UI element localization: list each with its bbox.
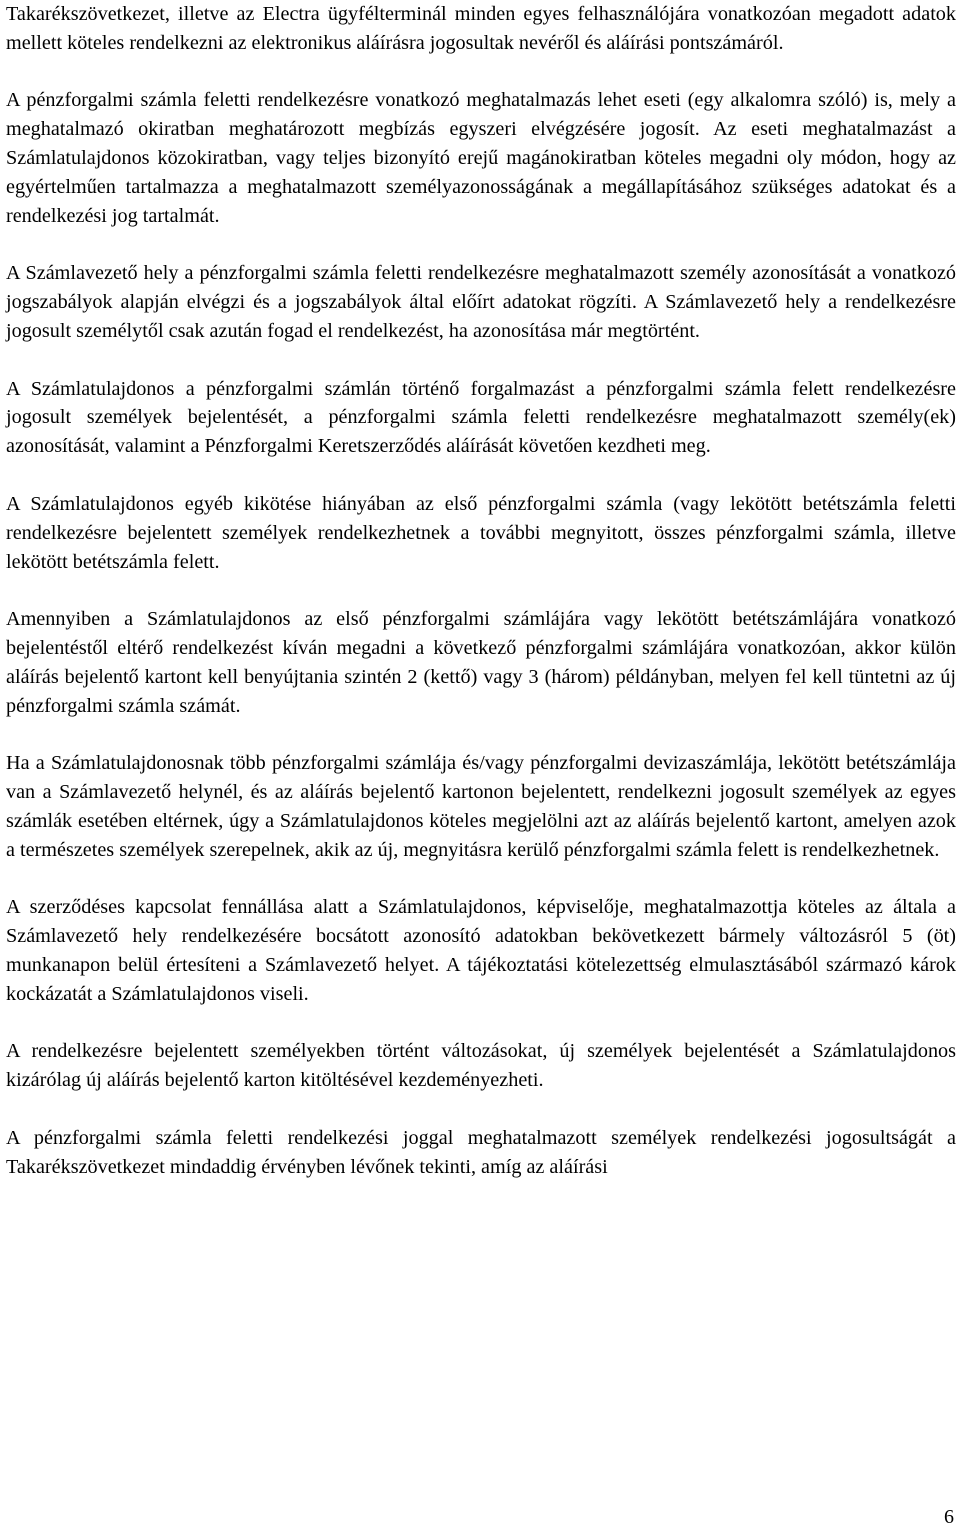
paragraph-5: A Számlatulajdonos egyéb kikötése hiányában az első pénzforgalmi számla (vagy lekötött betétszámla feletti rendelkezésre bejelentett személyek rendelkezhetnek a további megnyitott, összes pénzforgalmi számla, illetve lekötött betétszámla felett. — [6, 492, 956, 573]
paragraph-1: Takarékszövetkezet, illetve az Electra ügyfélterminál minden egyes felhasználójára vonatkozóan megadott adatok mellett köteles rendelkezni az elektronikus aláírásra jogosultak nevéről és aláírási pontszámáról. — [6, 3, 956, 54]
paragraph-7: Ha a Számlatulajdonosnak több pénzforgalmi számlája és/vagy pénzforgalmi devizaszámlája, lekötött betétszámlája van a Számlavezető helynél, és az aláírás bejelentő kartonon bejelentett, rendelkezni jogosult személyek az egyes számlák esetében eltérnek, úgy a Számlatulajdonos köteles megjelölni azt az aláírás bejelentő kartont, amelyen azok a természetes személyek szerepelnek, akik az új, megnyitásra kerülő pénzforgalmi számla felett is rendelkezhetnek. — [6, 752, 956, 861]
paragraph-3: A Számlavezető hely a pénzforgalmi számla feletti rendelkezésre meghatalmazott személy azonosítását a vonatkozó jogszabályok alapján elvégzi és a jogszabályok által előírt adatokat rögzíti. A Számlavezető hely a rendelkezésre jogosult személytől csak azután fogad el rendelkezést, ha azonosítása már megtörtént. — [6, 262, 956, 343]
paragraph-6: Amennyiben a Számlatulajdonos az első pénzforgalmi számlájára vagy lekötött betétszámlájára vonatkozó bejelentéstől eltérő rendelkezést kíván megadni a következő pénzforgalmi számlájára vonatkozóan, akkor külön aláírás bejelentő kartont kell benyújtania szintén 2 (kettő) vagy 3 (három) példányban, melyen fel kell tüntetni az új pénzforgalmi számla számát. — [6, 608, 956, 717]
paragraph-8: A szerződéses kapcsolat fennállása alatt a Számlatulajdonos, képviselője, meghatalmazottja köteles az általa a Számlavezető hely rendelkezésére bocsátott azonosító adatokban bekövetkezett bármely változásról 5 (öt) munkanapon belül értesíteni a Számlavezető helyet. A tájékoztatási kötelezettség elmulasztásából származó károk kockázatát a Számlatulajdonos viseli. — [6, 896, 956, 1005]
paragraph-10: A pénzforgalmi számla feletti rendelkezési joggal meghatalmazott személyek rendelkezési jogosultságát a Takarékszövetkezet mindaddig érvényben lévőnek tekinti, amíg az aláírási — [6, 1126, 956, 1178]
paragraph-2: A pénzforgalmi számla feletti rendelkezésre vonatkozó meghatalmazás lehet eseti (egy alkalomra szóló) is, mely a meghatalmazó okiratban meghatározott megbízás egyszeri elvégzésére jogosít. Az eseti meghatalmazást a Számlatulajdonos közokiratban, vagy teljes bizonyító erejű magánokiratban köteles megadni oly módon, hogy az egyértelműen tartalmazza a meghatalmazott személyazonosságának a megállapításához szükséges adatokat és a rendelkezési jog tartalmát. — [6, 89, 956, 227]
paragraph-9: A rendelkezésre bejelentett személyekben történt változásokat, új személyek bejelentését a Számlatulajdonos kizárólag új aláírás bejelentő karton kitöltésével kezdeményezheti. — [6, 1040, 956, 1092]
page-number: 6 — [944, 1506, 954, 1528]
paragraph-4: A Számlatulajdonos a pénzforgalmi számlán történő forgalmazást a pénzforgalmi számla felett rendelkezésre jogosult személyek bejelentését, a pénzforgalmi számla feletti rendelkezésre meghatalmazott személy(ek) azonosítását, valamint a Pénzforgalmi Keretszerződés aláírását követően kezdheti meg. — [6, 377, 956, 458]
document-page — [6, 0, 956, 1210]
